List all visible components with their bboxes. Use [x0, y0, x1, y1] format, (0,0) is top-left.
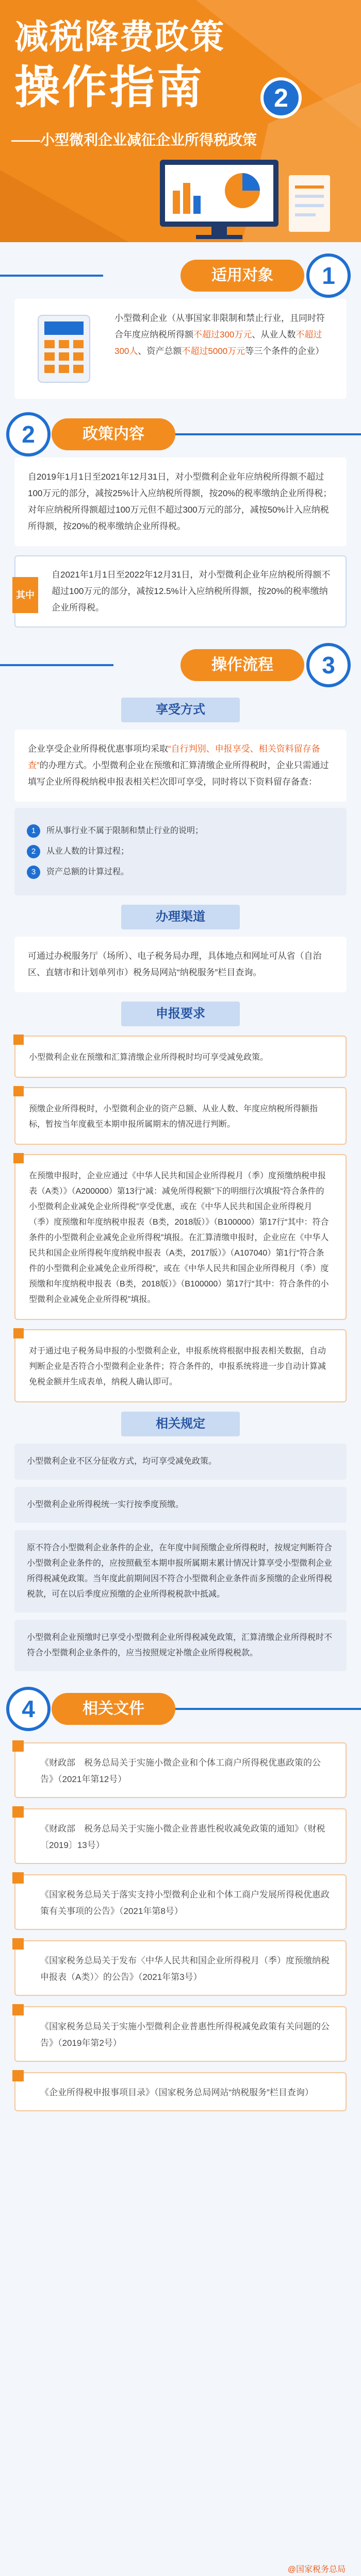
- channel-text: 可通过办税服务厅（场所）、电子税务局办理，具体地点和网址可从省（自治区、直辖市和计划单列市）税务局网站“纳税服务”栏目查询。: [28, 951, 322, 977]
- text-span: 、资产总额: [138, 346, 182, 356]
- corner-marker: [12, 1740, 24, 1752]
- document-title: 《国家税务总局关于发布〈中华人民共和国企业所得税月（季）度预缴纳税申报表（A类）〉的公告》（2021年第3号）: [40, 1956, 330, 1982]
- corner-marker: [12, 2070, 24, 2081]
- section-number-3: 3: [306, 643, 351, 687]
- list-item: [27, 844, 334, 859]
- text-span: 小型微利企业（从事国家非限制和禁止行业，且同时符合年度应纳税所得额: [114, 313, 325, 340]
- declare-item: [14, 1329, 347, 1402]
- source-credit: @国家税务总局: [287, 2565, 346, 2574]
- retained-materials-list: [14, 808, 347, 895]
- text-span: 、从业人数: [252, 330, 296, 340]
- channel-card: [14, 937, 347, 992]
- hero-number-badge: 2: [260, 77, 302, 118]
- rule-item: [14, 1620, 347, 1671]
- document-item[interactable]: [14, 1940, 347, 1996]
- side-tag: 其中: [12, 577, 38, 613]
- section-number-2: 2: [6, 412, 51, 456]
- corner-marker: [12, 1806, 24, 1818]
- declare-text: 预缴企业所得税时，小型微利企业的资产总额、从业人数、年度应纳税所得额指标，暂按当年度截至本期申报所属期末的情况进行判断。: [29, 1105, 318, 1129]
- list-number: 3: [27, 866, 40, 879]
- list-number: 2: [27, 845, 40, 858]
- corner-marker: [13, 1086, 24, 1096]
- list-item: [27, 823, 334, 839]
- subheading-channel: 办理渠道: [121, 905, 240, 929]
- list-item-text: 从业人数的计算过程；: [46, 847, 129, 856]
- hero-title-line1: 减税降费政策: [14, 17, 225, 57]
- subheading-rules: 相关规定: [121, 1412, 240, 1436]
- section-title-4: 相关文件: [52, 1693, 175, 1725]
- section-header-3: [0, 642, 361, 688]
- section-header-1: [0, 252, 361, 299]
- rule-text: 原不符合小型微利企业条件的企业，在年度中间预缴企业所得税时，按规定判断符合小型微利企业条件的，应按照截至本期申报所属期末累计情况计算享受小型微利企业所得税减免政策。当年度此前期间因不符合小型微利企业条件而多预缴的企业所得税税款，可在以后季度应预缴的企业所得税税款中抵减。: [27, 1544, 333, 1599]
- document-title: 《财政部 税务总局关于实施小微企业普惠性税收减免政策的通知》（财税〔2019〕13号）: [40, 1824, 325, 1850]
- subheading-enjoy: 享受方式: [121, 698, 240, 722]
- list-number: 1: [27, 824, 40, 838]
- highlight-text: 不超过5000万元: [182, 346, 245, 356]
- list-item-text: 资产总额的计算过程。: [46, 868, 129, 876]
- policy-paragraph-1: 自2019年1月1日至2021年12月31日，对小型微利企业年应纳税所得额不超过100万元的部分，减按25%计入应纳税所得额，按20%的税率缴纳企业所得税；对年应纳税所得额超过100万元但不超过300万元的部分，减按50%计入应纳税所得额，按20%的税率缴纳企业所得税。: [28, 472, 332, 531]
- section1-card: [14, 299, 347, 399]
- rule-text: 小型微利企业所得税统一实行按季度预缴。: [27, 1500, 184, 1509]
- section-title-2: 政策内容: [52, 418, 175, 450]
- declare-item: [14, 1087, 347, 1145]
- corner-marker: [13, 1328, 24, 1338]
- rule-text: 小型微利企业预缴时已享受小型微利企业所得税减免政策，汇算清缴企业所得税时不符合小型微利企业条件的，应当按照规定补缴企业所得税税款。: [27, 1633, 333, 1657]
- section-number-1: 1: [306, 253, 351, 298]
- document-item[interactable]: [14, 1742, 347, 1798]
- document-title: 《企业所得税申报事项目录》（国家税务总局网站“纳税服务”栏目查询）: [40, 2088, 314, 2097]
- enjoy-text: [28, 741, 333, 790]
- rule-text: 小型微利企业不区分征收方式，均可享受减免政策。: [27, 1457, 217, 1466]
- rule-item: [14, 1444, 347, 1480]
- declare-item: [14, 1036, 347, 1078]
- rule-item: [14, 1487, 347, 1523]
- document-item[interactable]: [14, 1874, 347, 1930]
- document-title: 《国家税务总局关于落实支持小型微利企业和个体工商户发展所得税优惠政策有关事项的公告》（2021年第8号）: [40, 1890, 330, 1916]
- corner-marker: [12, 2004, 24, 2015]
- divider: [0, 275, 103, 277]
- corner-marker: [12, 1938, 24, 1950]
- text-span: 企业享受企业所得税优惠事项均采取: [28, 744, 168, 754]
- declare-text: 对于通过电子税务局申报的小型微利企业，申报系统将根据申报表相关数据，自动判断企业是否符合小型微利企业条件；符合条件的，申报系统将进一步自动计算减免税金额并生成表单，纳税人确认即可。: [29, 1347, 326, 1386]
- section-header-4: [0, 1686, 361, 1732]
- highlight-text: 不超过300人: [114, 330, 322, 356]
- section-number-4: 4: [6, 1687, 51, 1731]
- corner-marker: [12, 1872, 24, 1884]
- section-title-3: 操作流程: [180, 649, 304, 681]
- document-item[interactable]: [14, 2006, 347, 2062]
- subheading-declare: 申报要求: [121, 1002, 240, 1026]
- text-span: 的办理方式。小型微利企业在预缴和汇算清缴企业所得税时，企业只需通过填写企业所得税纳税申报表相关栏次即可享受，同时将以下资料留存备查：: [28, 760, 329, 787]
- section2-card: [14, 457, 347, 546]
- hero-title-line2: 操作指南: [14, 61, 205, 114]
- section-title-1: 适用对象: [180, 260, 304, 292]
- section-header-2: [0, 411, 361, 457]
- document-title: 《财政部 税务总局关于实施小微企业和个体工商户所得税优惠政策的公告》（2021年第12号）: [40, 1758, 321, 1784]
- highlight-text: 不超过300万元: [193, 330, 252, 340]
- section1-text: [114, 310, 333, 360]
- hero-banner: [0, 0, 361, 242]
- monitor-illustration-icon: [155, 155, 351, 242]
- list-item-text: 所从事行业不属于限制和禁止行业的说明；: [46, 826, 204, 835]
- rule-item: [14, 1530, 347, 1613]
- document-item[interactable]: [14, 2072, 347, 2111]
- hero-subtitle: ——小型微利企业减征企业所得税政策: [11, 132, 257, 148]
- enjoy-card: [14, 730, 347, 802]
- corner-marker: [13, 1153, 24, 1163]
- document-title: 《国家税务总局关于实施小型微利企业普惠性所得税减免政策有关问题的公告》（2019年第2号）: [40, 2022, 330, 2048]
- divider: [0, 664, 113, 666]
- policy-paragraph-2: 自2021年1月1日至2022年12月31日，对小型微利企业年应纳税所得额不超过100万元的部分，减按12.5%计入应纳税所得额，按20%的税率缴纳企业所得税。: [52, 570, 331, 613]
- document-item[interactable]: [14, 1808, 347, 1864]
- list-item: [27, 865, 334, 880]
- divider: [175, 1708, 361, 1710]
- declare-text: 小型微利企业在预缴和汇算清缴企业所得税时均可享受减免政策。: [29, 1053, 269, 1062]
- highlight-text: “自行判别、申报享受、相关资料留存备查”: [28, 744, 320, 770]
- declare-text: 在预缴申报时，企业应通过《中华人民共和国企业所得税月（季）度预缴纳税申报表（A类）》（A200000）第13行“减：减免所得税额”下的明细行次填报“符合条件的小型微利企业减免企业所得税”享受优惠，或在《中华人民共和国企业所得税月（季）度预缴和年度纳税申报表（B类，2018版）》（B100000）第17行“其中：符合条件的小型微利企业减免企业所得税”填报。在汇算清缴申报时，企业应在《中华人民共和国企业所得税年度纳税申报表（A类，2017版）》（A107040）第1行“符合条件的小型微利企业减免企业所得税”，或在《中华人民共和国企业所得税月（季）度预缴和年度纳税申报表（B类，2018版）》（B100000）第17行“其中：符合条件的小型微利企业减免企业所得税”填报。: [29, 1172, 329, 1304]
- section2-sub-card: [14, 555, 347, 628]
- text-span: 等三个条件的企业）: [245, 346, 324, 356]
- declare-item: [14, 1154, 347, 1320]
- divider: [175, 433, 361, 435]
- calculator-icon: [28, 310, 105, 387]
- corner-marker: [13, 1035, 24, 1045]
